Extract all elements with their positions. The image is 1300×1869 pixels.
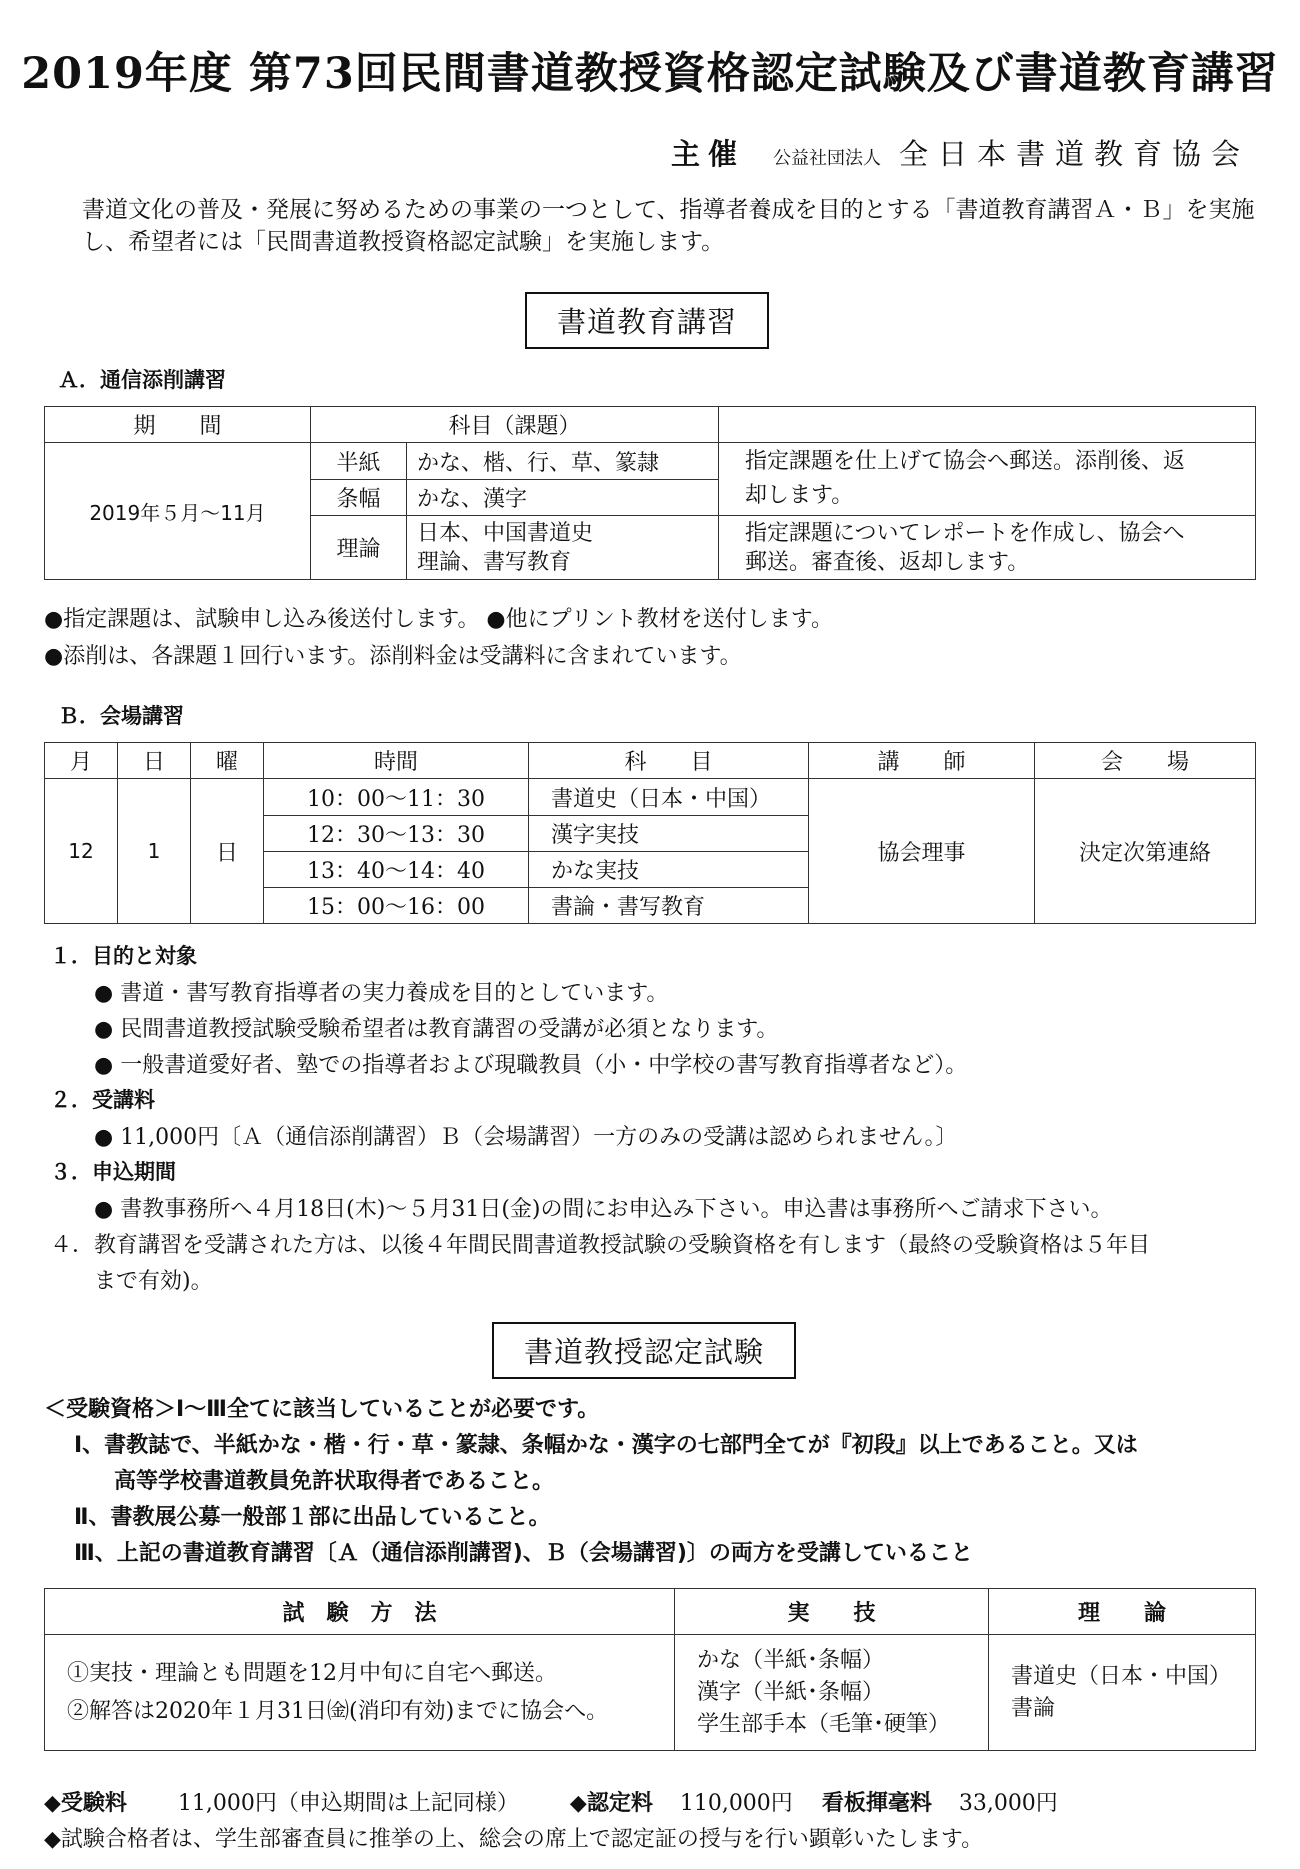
day-cell: 1 (118, 779, 191, 924)
qualification-heading: ＜受験資格＞Ⅰ～Ⅲ全てに該当していることが必要です。 (44, 1397, 600, 1422)
col-weekday: 曜 (191, 743, 264, 779)
col-time: 時間 (264, 743, 529, 779)
item-line: まで有効)。 (94, 1269, 213, 1294)
col-notes (719, 407, 1256, 443)
col-period: 期 間 (45, 407, 311, 443)
col-theory: 理 論 (989, 1589, 1256, 1635)
items-cell: かな、漢字 (407, 480, 719, 516)
col-practice: 実 技 (675, 1589, 989, 1635)
page-title: 2019年度 第73回民間書道教授資格認定試験及び書道教育講習 (21, 49, 1279, 99)
qualification-line: 高等学校書道教員免許状取得者であること。 (114, 1469, 555, 1494)
col-day: 日 (118, 743, 191, 779)
items-line: 日本、中国書道史 (417, 520, 594, 546)
item-line: ● 民間書道教授試験受験希望者は教育講習の受講が必須となります。 (94, 1017, 779, 1042)
lecturer-cell: 協会理事 (809, 779, 1035, 924)
items-cell: かな、楷、行、草、篆隷 (407, 443, 719, 480)
category-cell: 半紙 (311, 443, 407, 480)
col-month: 月 (45, 743, 118, 779)
bullet-note: ●添削は、各課題１回行います。添削料金は受講料に含まれています。 (44, 644, 742, 669)
method-cell (45, 1635, 675, 1751)
table-header-row (45, 743, 1256, 779)
time-cell: 12：30～13：30 (264, 816, 529, 852)
col-venue: 会 場 (1035, 743, 1256, 779)
note-cell (719, 516, 1256, 580)
table-row (45, 779, 1256, 816)
items-cell (407, 516, 719, 580)
correspondence-table (44, 406, 1256, 580)
col-subject: 科目（課題） (311, 407, 719, 443)
category-cell: 条幅 (311, 480, 407, 516)
intro-paragraph: 書道文化の普及・発展に努めるための事業の一つとして、指導者養成を目的とする「書道教育講習Ａ・Ｂ」を実施し、希望者には「民間書道教授資格認定試験」を実施します。 (82, 197, 1255, 255)
table-row (45, 1635, 1256, 1751)
item-line: ● 書道・書写教育指導者の実力養成を目的としています。 (94, 981, 669, 1006)
board-fee: 33,000円 (958, 1791, 1058, 1816)
method-line: ②解答は2020年１月31日㈮(消印有効)までに協会へ。 (67, 1698, 609, 1724)
subject-cell: かな実技 (529, 852, 809, 888)
host-org: 全日本書道教育協会 (898, 137, 1250, 171)
exam-table (44, 1588, 1256, 1751)
item-line: ● 書教事務所へ４月18日(木)～５月31日(金)の間にお申込み下さい。申込書は事務所へご請求下さい。 (94, 1197, 1113, 1222)
qualification-line: Ⅲ、上記の書道教育講習〔Ａ（通信添削講習)、Ｂ（会場講習)〕の両方を受講していること (74, 1541, 973, 1566)
item-line: ● 11,000円〔Ａ（通信添削講習）Ｂ（会場講習）一方のみの受講は認められません。〕 (94, 1125, 958, 1150)
cert-fee: 110,000円 (679, 1791, 793, 1816)
section-heading-exam: 書道教授認定試験 (492, 1322, 796, 1379)
col-method: 試 験 方 法 (45, 1589, 675, 1635)
method-line: ①実技・理論とも問題を12月中旬に自宅へ郵送。 (67, 1660, 557, 1686)
note-line: 指定課題を仕上げて協会へ郵送。添削後、返 (745, 449, 1186, 474)
bullet-note: ●指定課題は、試験申し込み後送付します。 ●他にプリント教材を送付します。 (44, 607, 833, 632)
venue-table (44, 742, 1256, 924)
note-cell (719, 443, 1256, 516)
subject-cell: 書論・書写教育 (529, 888, 809, 924)
exam-fee: 11,000円（申込期間は上記同様） (177, 1791, 519, 1816)
board-fee-label: 看板揮毫料 (821, 1791, 932, 1816)
table-header-row (45, 407, 1256, 443)
section-heading-lessons: 書道教育講習 (525, 292, 769, 349)
host-org-type: 公益社団法人 (772, 148, 881, 169)
table-header-row (45, 1589, 1256, 1635)
subject-cell: 漢字実技 (529, 816, 809, 852)
venue-cell: 決定次第連絡 (1035, 779, 1256, 924)
period-cell: 2019年５月～11月 (45, 443, 311, 580)
note-line: 却します。 (745, 483, 854, 508)
item-line: ● 一般書道愛好者、塾での指導者および現職教員（小・中学校の書写教育指導者など）。 (94, 1053, 968, 1078)
note-line: 指定課題についてレポートを作成し、協会へ (745, 520, 1185, 546)
practice-line: 漢字（半紙･条幅） (697, 1679, 885, 1705)
item-heading: １．目的と対象 (50, 944, 197, 968)
theory-line: 書道史（日本・中国） (1011, 1663, 1232, 1689)
final-note: ◆試験合格者は、学生部審査員に推挙の上、総会の席上で認定証の授与を行い顕彰いたします。 (44, 1827, 984, 1852)
subject-cell: 書道史（日本・中国） (529, 779, 809, 816)
theory-cell (989, 1635, 1256, 1751)
item-heading: ３．申込期間 (50, 1160, 176, 1184)
subheading-venue: Ｂ．会場講習 (58, 704, 184, 728)
item-line: ４．教育講習を受講された方は、以後４年間民間書道教授試験の受験資格を有します（最終の受験資格は５年目 (50, 1233, 1151, 1258)
host-label: 主催 (670, 137, 745, 171)
cert-fee-label: ◆認定料 (569, 1791, 653, 1816)
theory-line: 書論 (1011, 1695, 1056, 1721)
qualification-line: Ⅱ、書教展公募一般部１部に出品していること。 (74, 1505, 551, 1530)
items-line: 理論、書写教育 (417, 549, 572, 575)
note-line: 郵送。審査後、返却します。 (745, 549, 1030, 575)
time-cell: 15：00～16：00 (264, 888, 529, 924)
time-cell: 10：00～11：30 (264, 779, 529, 816)
host-line (671, 132, 1250, 173)
col-lecturer: 講 師 (809, 743, 1035, 779)
col-subject: 科 目 (529, 743, 809, 779)
table-row (45, 443, 1256, 480)
exam-fee-label: ◆受験料 (44, 1791, 127, 1816)
qualification-line: Ⅰ、書教誌で、半紙かな・楷・行・草・篆隷、条幅かな・漢字の七部門全てが『初段』以上であること。又は (74, 1433, 1138, 1458)
subheading-correspondence: Ａ．通信添削講習 (58, 368, 226, 392)
practice-line: 学生部手本（毛筆･硬筆） (697, 1711, 951, 1737)
item-heading: ２．受講料 (50, 1088, 155, 1112)
time-cell: 13：40～14：40 (264, 852, 529, 888)
category-cell: 理論 (311, 516, 407, 580)
fee-line (44, 1786, 1058, 1817)
weekday-cell: 日 (191, 779, 264, 924)
practice-line: かな（半紙･条幅） (697, 1647, 885, 1673)
month-cell: 12 (45, 779, 118, 924)
practice-cell (675, 1635, 989, 1751)
